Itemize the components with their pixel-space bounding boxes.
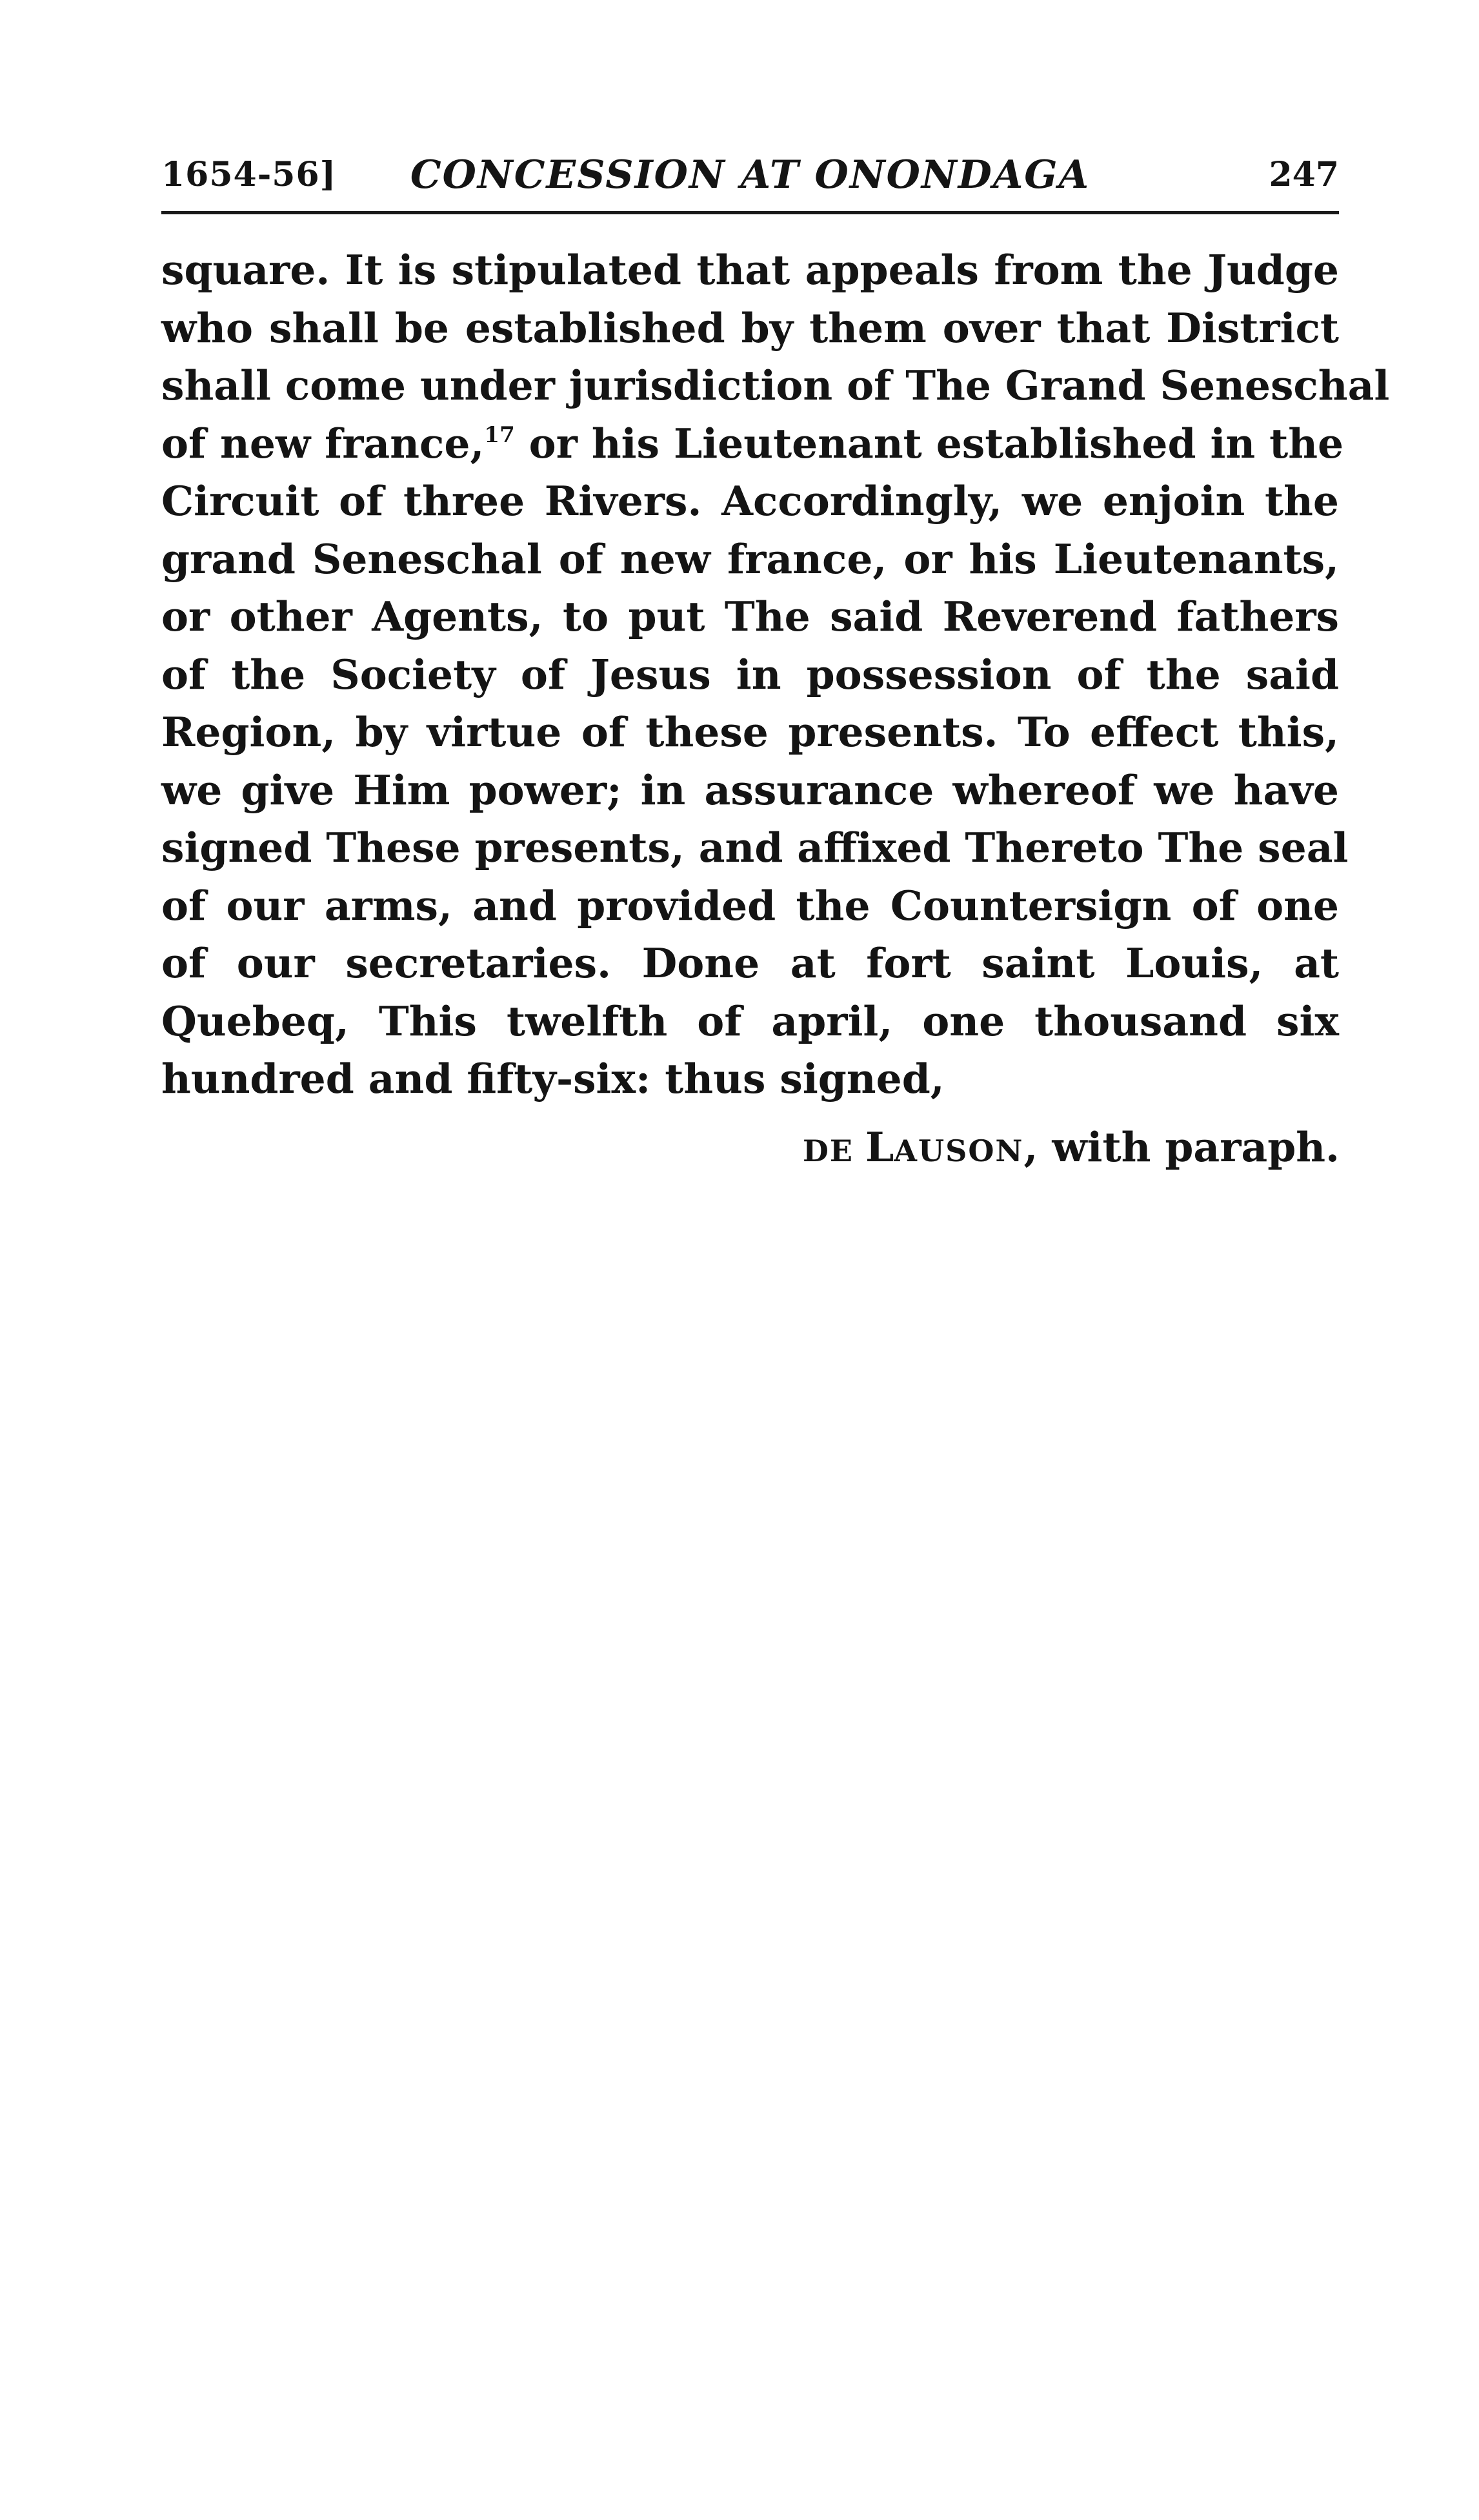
signature-prefix: DE <box>803 1133 865 1168</box>
header-divider <box>161 211 1339 214</box>
text-line: of the Society of Jesus in possession of the said <box>161 650 1339 698</box>
running-head <box>161 146 1339 204</box>
text-line: of our secretaries. Done at fort saint Louis, at <box>161 939 1339 987</box>
text-line: hundred and fifty-six: thus signed, <box>161 1055 945 1102</box>
text-segment: of new france, <box>161 419 485 467</box>
page-number: 247 <box>1269 155 1339 194</box>
text-line: we give Him power; in assurance whereof we have <box>161 766 1339 814</box>
signature-name: AUSON <box>894 1133 1024 1168</box>
signature <box>803 1118 1340 1180</box>
text-line <box>161 415 1344 473</box>
page-title: CONCESSION AT ONONDAGA <box>410 152 1091 198</box>
text-line: Circuit of three Rivers. Accordingly, we enjoin the <box>161 477 1339 525</box>
text-line: square. It is stipulated that appeals from the Judge <box>161 246 1339 294</box>
text-segment: or his Lieutenant established in the <box>514 419 1344 467</box>
text-line: of our arms, and provided the Countersign of one <box>161 881 1339 930</box>
text-line: who shall be established by them over that District <box>161 303 1339 352</box>
text-line: or other Agents, to put The said Reverend fathers <box>161 593 1339 640</box>
footnote-reference: 17 <box>484 422 515 448</box>
text-line: Quebeq, This twelfth of april, one thousand six <box>161 997 1339 1045</box>
body-paragraph <box>161 241 1390 1108</box>
text-line: grand Seneschal of new france, or his Lieutenants, <box>161 534 1339 583</box>
date-range: 1654-56] <box>161 155 337 194</box>
signature-suffix: , with paraph. <box>1023 1123 1340 1171</box>
text-line: signed These presents, and affixed Thereto The seal <box>161 824 1349 871</box>
signature-initial: L <box>865 1123 894 1171</box>
text-line: shall come under jurisdiction of The Grand Seneschal <box>161 361 1390 409</box>
text-line: Region, by virtue of these presents. To effect this, <box>161 708 1339 756</box>
